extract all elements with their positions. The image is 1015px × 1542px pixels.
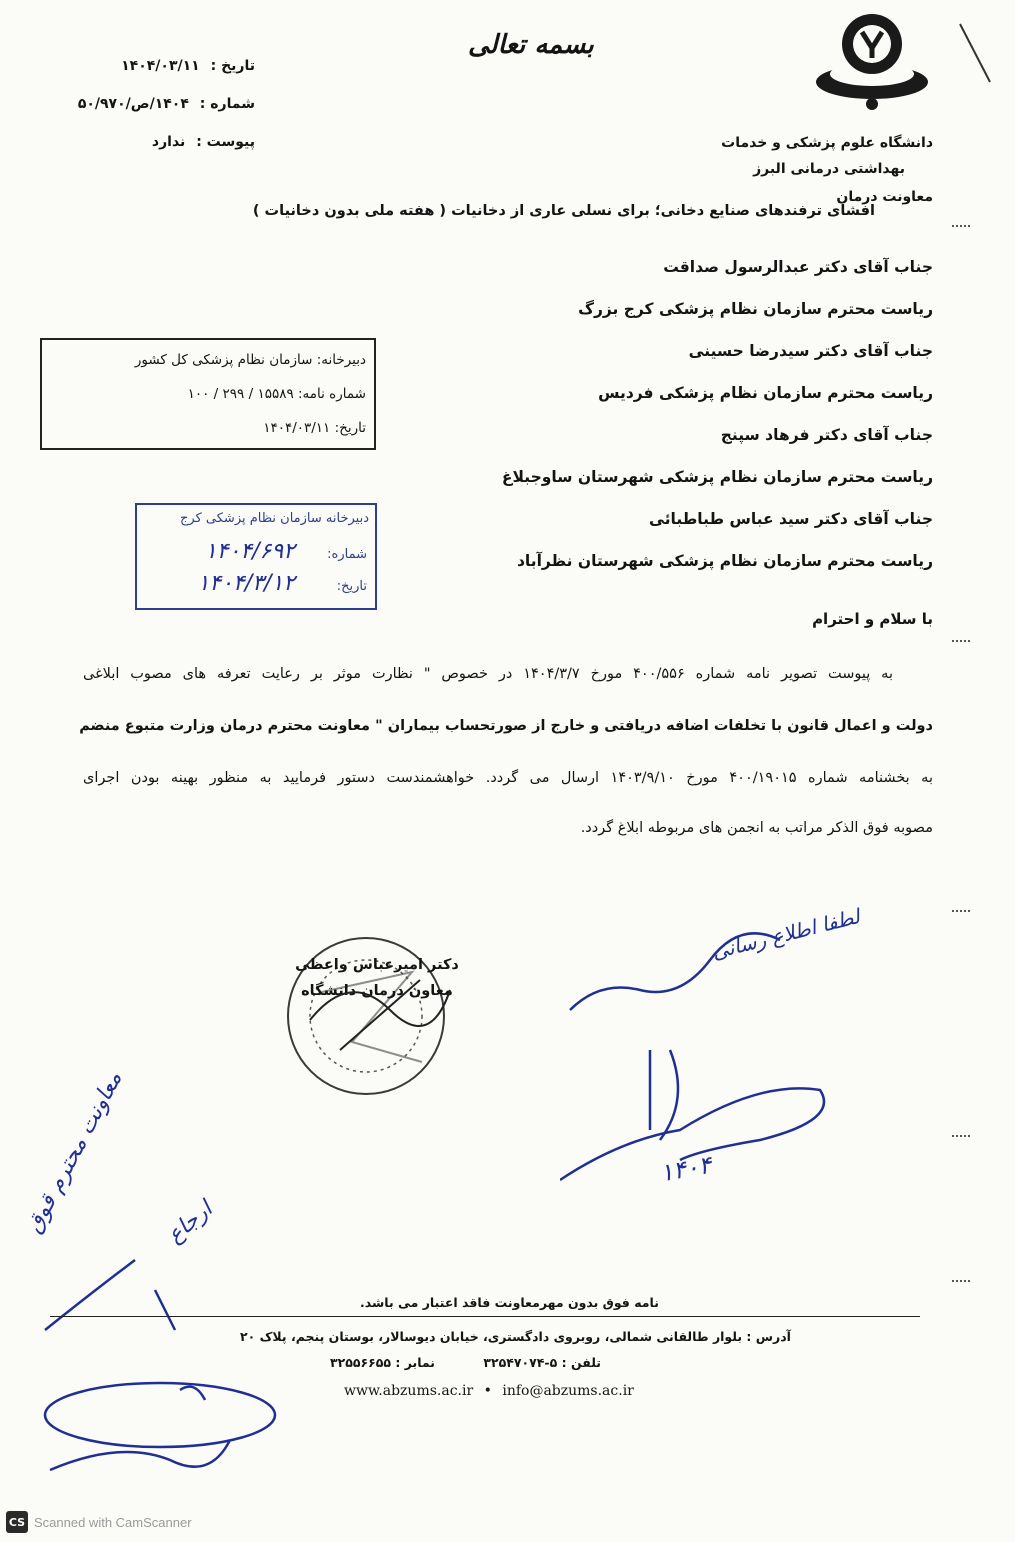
addressee-line: ریاست محترم سازمان نظام پزشکی فردیس — [598, 384, 933, 402]
footer-address: آدرس : بلوار طالقانی شمالی، روبروی دادگستری، خیابان دیوسالار، بوستان پنجم، پلاک ۲۰ — [240, 1329, 791, 1344]
stamp-date-value: ۱۴۰۴/۳/۱۲ — [197, 571, 295, 596]
basmala: بسمه تعالی — [468, 30, 594, 60]
handwritten-note-text: لطفا اطلاع رسانی — [709, 904, 863, 964]
signature-scribble — [300, 960, 460, 1064]
addressee-line: ریاست محترم سازمان نظام پزشکی شهرستان نظرآباد — [516, 552, 933, 570]
registry-letter-number: شماره نامه: ۱۵۵۸۹ / ۲۹۹ / ۱۰۰ — [187, 386, 366, 402]
number-value: ۱۴۰۴/ص/۵۰/۹۷۰ — [77, 96, 189, 112]
stamp-title: دبیرخانه سازمان نظام پزشکی کرج — [180, 511, 369, 526]
national-registry-box — [40, 338, 376, 450]
attachment-value: ندارد — [151, 134, 186, 150]
margin-dash — [952, 910, 970, 912]
addressee-line: جناب آقای دکتر سید عباس طباطبائی — [649, 510, 933, 528]
addressee-line: ریاست محترم سازمان نظام پزشکی شهرستان ساوجبلاغ — [501, 468, 933, 486]
signatory-title: معاون درمان دانشگاه — [301, 983, 453, 999]
addressee-line: جناب آقای دکتر سیدرضا حسینی — [688, 342, 933, 360]
footer-email[interactable]: info@abzums.ac.ir — [502, 1383, 634, 1399]
footer-contact — [330, 1355, 601, 1370]
footer-rule — [50, 1316, 920, 1317]
stamp-number-value: ۱۴۰۴/۶۹۲ — [204, 539, 295, 564]
university-logo — [811, 8, 933, 116]
body-line: مصوبه فوق الذکر مراتب به انجمن های مربوطه ابلاغ گردد. — [580, 820, 933, 836]
addressee-line: جناب آقای دکتر عبدالرسول صداقت — [663, 258, 933, 276]
camscanner-label: Scanned with CamScanner — [34, 1514, 192, 1530]
margin-dash — [952, 640, 970, 642]
margin-dash — [952, 225, 970, 227]
registry-secretariat: دبیرخانه: سازمان نظام پزشکی کل کشور — [134, 352, 366, 368]
stamp-number-label: شماره: — [327, 547, 367, 562]
handwritten-note-left-text: معاونت محترم قوق — [21, 1067, 128, 1238]
footer-fax: نمابر : ۳۲۵۵۶۶۵۵ — [330, 1355, 435, 1370]
footer-validity-note: نامه فوق بدون مهرمعاونت فاقد اعتبار می باشد. — [360, 1295, 659, 1310]
body-line: به بخشنامه شماره ۴۰۰/۱۹۰۱۵ مورخ ۱۴۰۳/۹/۱۰ ارسال می گردد. خواهشمندست دستور فرمایید به منظور بهینه بودن اجرای — [83, 770, 933, 786]
date-label: تاریخ : — [210, 58, 255, 74]
greeting: با سلام و احترام — [812, 610, 933, 628]
stamp-date-label: تاریخ: — [336, 579, 367, 594]
addressee-line: ریاست محترم سازمان نظام پزشکی کرج بزرگ — [578, 300, 933, 318]
footer-website[interactable]: www.abzums.ac.ir — [344, 1383, 474, 1399]
body-line: دولت و اعمال قانون با تخلفات اضافه دریافتی و خارج از صورتحساب بیماران " معاونت محترم درمان وزارت متبوع منضم — [79, 718, 933, 734]
handwritten-note-date: ۱۴۰۴ — [657, 1150, 714, 1188]
camscanner-logo: CS — [6, 1511, 28, 1533]
campaign-slogan: افشای ترفندهای صنایع دخانی؛ برای نسلی عاری از دخانیات ( هفته ملی بدون دخانیات ) — [252, 203, 875, 219]
footer-phone: تلفن : ۵-۳۲۵۴۷۰۷۴ — [483, 1355, 601, 1370]
handwritten-note-left — [15, 1060, 245, 1350]
handwritten-note-right — [560, 900, 863, 1200]
handwritten-signature-bottom — [30, 1370, 290, 1494]
footer-web: www.abzums.ac.ir • info@abzums.ac.ir — [344, 1383, 634, 1399]
handwritten-note-left-text-2: ارجاع — [162, 1196, 218, 1249]
date-value: ۱۴۰۴/۰۳/۱۱ — [121, 58, 200, 74]
number-label: شماره : — [199, 96, 255, 112]
number-row — [78, 96, 255, 112]
camscanner-watermark — [6, 1510, 192, 1534]
body-line: به پیوست تصویر نامه شماره ۴۰۰/۵۵۶ مورخ ۱۴۰۴/۳/۷ در خصوص " نظارت موثر بر رعایت تعرفه های مصوب ابلاغی — [83, 666, 893, 682]
registry-date: تاریخ: ۱۴۰۴/۰۳/۱۱ — [263, 420, 366, 436]
karaj-registry-stamp — [135, 503, 377, 610]
university-name: دانشگاه علوم پزشکی و خدمات بهداشتی درمانی البرز معاونت درمان — [721, 135, 933, 205]
margin-dash — [952, 1135, 970, 1137]
margin-dash — [952, 1280, 970, 1282]
attachment-row — [152, 134, 255, 150]
attachment-label: پیوست : — [196, 134, 255, 150]
addressee-line: جناب آقای دکتر فرهاد سپنج — [720, 426, 933, 444]
scan-edge-mark — [956, 20, 996, 94]
signatory-name: دکتر امیرعباس واعظی — [295, 957, 459, 973]
date-row — [121, 58, 255, 74]
